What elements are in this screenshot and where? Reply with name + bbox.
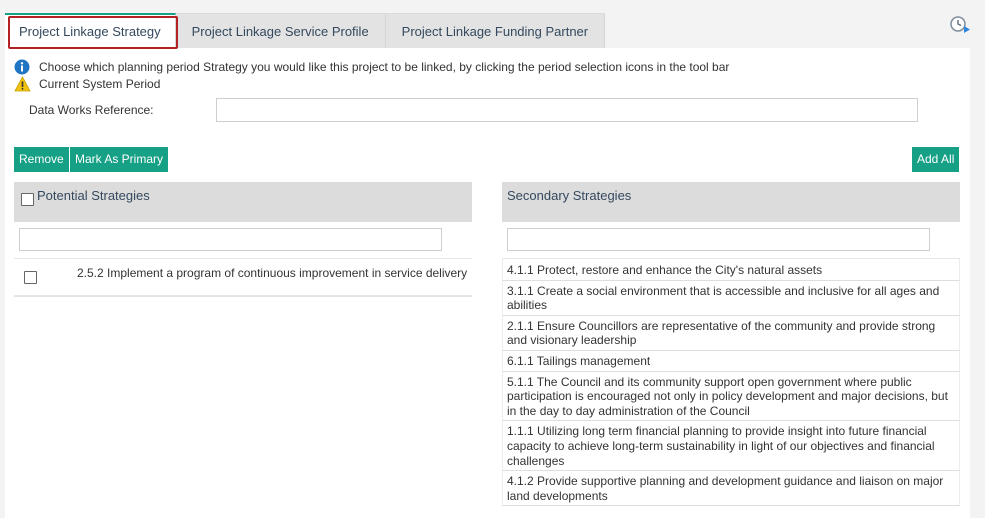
tab-project-linkage-service-profile[interactable]: Project Linkage Service Profile xyxy=(176,13,386,48)
list-item[interactable]: 3.1.1 Create a social environment that is accessible and inclusive for all ages and abilities xyxy=(502,281,960,316)
list-item[interactable]: 5.1.1 The Council and its community support open government where public participation is encouraged not only in policy development and major decisions, but in the day to day administration of the Council xyxy=(502,372,960,422)
list-item[interactable]: 2.1.1 Ensure Councillors are representative of the community and provide strong and visionary leadership xyxy=(502,316,960,351)
data-works-reference-label: Data Works Reference: xyxy=(29,103,154,117)
select-all-checkbox[interactable] xyxy=(21,193,34,206)
potential-strategies-header xyxy=(14,182,472,222)
secondary-strategies-panel xyxy=(502,182,960,518)
potential-strategy-label: 2.5.2 Implement a program of continuous improvement in service delivery xyxy=(77,266,468,280)
secondary-filter-row xyxy=(502,222,960,259)
list-item[interactable] xyxy=(14,259,472,296)
mark-as-primary-button[interactable]: Mark As Primary xyxy=(70,147,168,172)
list-item[interactable]: 4.1.2 Provide supportive planning and development guidance and liaison on major land developments xyxy=(502,471,960,506)
info-message-text: Choose which planning period Strategy you would like this project to be linked, by clicking the period selection icons in the tool bar xyxy=(39,60,730,74)
potential-filter-input[interactable] xyxy=(19,228,442,251)
list-item[interactable]: 6.1.1 Tailings management xyxy=(502,351,960,372)
warning-message-text: Current System Period xyxy=(39,77,161,91)
add-all-button[interactable]: Add All xyxy=(912,147,959,172)
remove-button[interactable]: Remove xyxy=(14,147,69,172)
info-icon xyxy=(14,59,30,75)
tab-bar xyxy=(5,13,605,49)
info-message xyxy=(14,59,729,75)
history-clock-icon xyxy=(949,14,973,36)
tab-project-linkage-strategy[interactable]: Project Linkage Strategy xyxy=(5,13,176,49)
potential-strategies-title: Potential Strategies xyxy=(37,188,150,203)
potential-filter-row xyxy=(14,222,472,259)
list-item[interactable]: 1.1.1 Utilizing long term financial planning to provide insight into future financial capacity to achieve long-term sustainability in light of our objectives and financial challenges xyxy=(502,421,960,471)
secondary-strategies-title: Secondary Strategies xyxy=(507,188,632,203)
item-checkbox[interactable] xyxy=(24,271,37,284)
secondary-filter-input[interactable] xyxy=(507,228,930,251)
warning-message xyxy=(14,76,160,92)
warning-icon xyxy=(14,76,31,92)
potential-strategies-panel xyxy=(14,182,472,297)
list-item[interactable]: 4.1.1 Protect, restore and enhance the City's natural assets xyxy=(502,259,960,281)
secondary-strategies-header xyxy=(502,182,960,222)
data-works-reference-input[interactable] xyxy=(216,98,918,122)
tab-project-linkage-funding-partner[interactable]: Project Linkage Funding Partner xyxy=(386,13,605,48)
history-button[interactable] xyxy=(949,14,973,36)
